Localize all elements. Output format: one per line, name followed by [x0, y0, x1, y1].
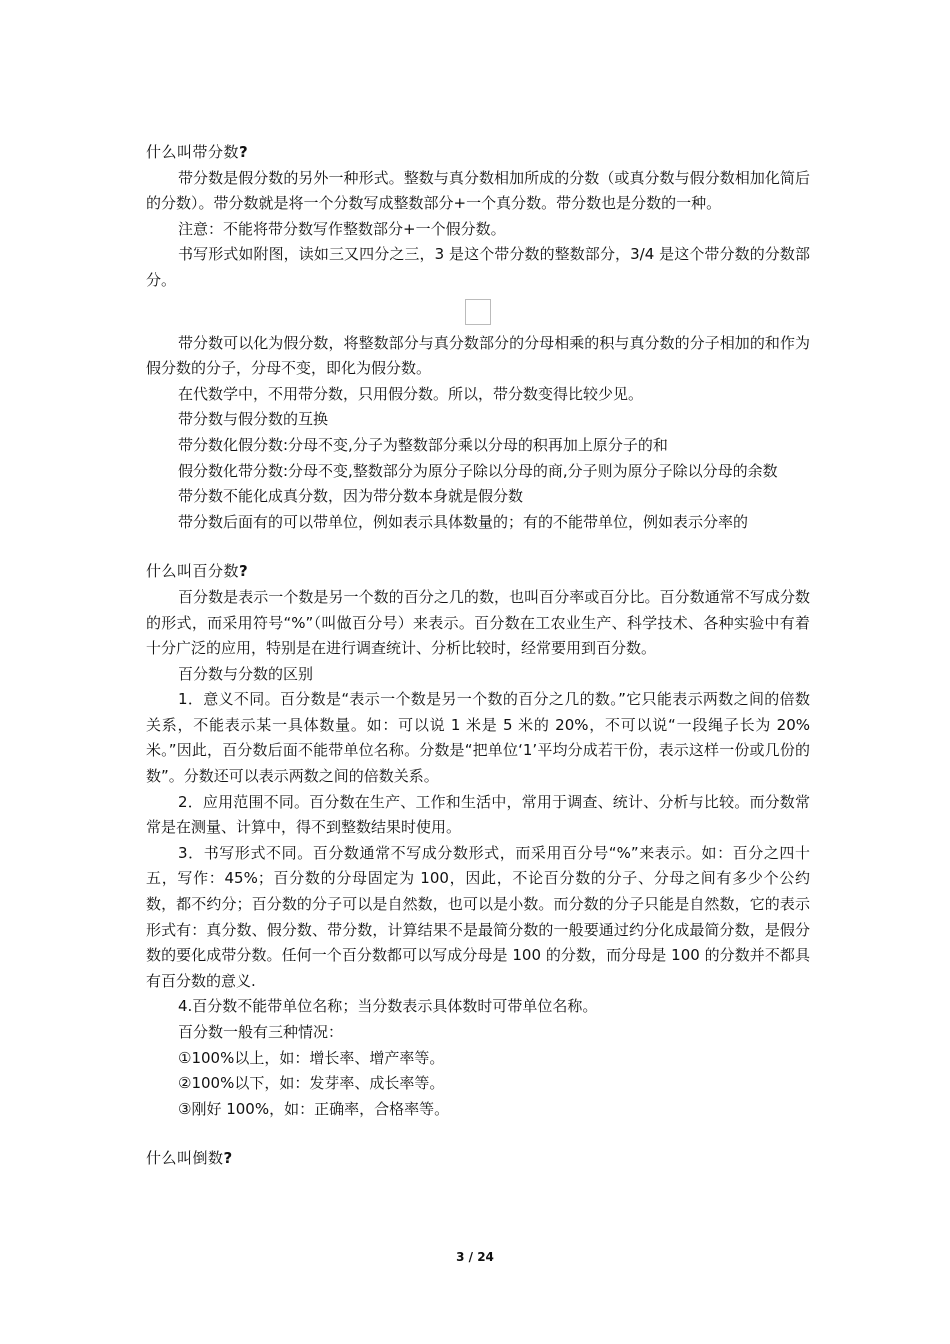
page-content: [146, 140, 810, 1172]
paragraph: 百分数一般有三种情况：: [178, 1023, 344, 1041]
section-gap: [146, 535, 810, 559]
section-heading-mixed-number: [146, 140, 810, 166]
section-gap: [146, 1122, 810, 1146]
paragraph: 带分数不能化成真分数，因为带分数本身就是假分数: [178, 487, 524, 506]
heading-question-mark: ?: [223, 1149, 233, 1168]
page-separator: /: [468, 1250, 474, 1264]
list-item: ③刚好 100%，如：正确率，合格率等。: [178, 1099, 450, 1118]
section-heading-percent: [146, 559, 810, 585]
paragraph: 带分数后面有的可以带单位，例如表示具体数量的；有的不能带单位，例如表示分率的: [178, 512, 749, 531]
heading-text: 什么叫倒数: [146, 1149, 224, 1168]
paragraph: 注意：不能将带分数写作整数部分+一个假分数。: [178, 219, 506, 238]
paragraph: 假分数化带分数:分母不变,整数部分为原分子除以分母的商,分子则为原分子除以分母的余数: [178, 461, 778, 480]
current-page-number: 3: [456, 1250, 465, 1264]
paragraph: 在代数学中，不用带分数，只用假分数。所以，带分数变得比较少见。: [178, 384, 644, 403]
heading-question-mark: ?: [239, 143, 249, 161]
paragraph: 带分数与假分数的互换: [178, 410, 329, 429]
total-pages: 24: [477, 1250, 494, 1264]
paragraph: 3．书写形式不同。百分数通常不写成分数形式，而采用百分号“%”来表示。如：百分之四十五，写作：45%；百分数的分母固定为 100，因此，不论百分数的分子、分母之间有多少个公约数，都不约分；百分数的分子可以是自然数，也可以是小数。而分数的分子只能是自然数，它的表示形式有：真分数、假分数、带分数，计算结果不是最简分数的一般要通过约分化成最简分数，是假分数的要化成带分数。任何一个百分数都可以写成分母是 100 的分数，而分母是 100 的分数并不都具有百分数的意义.: [146, 843, 810, 990]
paragraph: 1．意义不同。百分数是“表示一个数是另一个数的百分之几的数。”它只能表示两数之间的倍数关系，不能表示某一具体数量。如：可以说 1 米是 5 米的 20%，不可以说“一段绳子长为 20%米。”因此，百分数后面不能带单位名称。分数是“把单位‘1’平均分成若干份，表示这样一份或几份的数”。分数还可以表示两数之间的倍数关系。: [146, 690, 810, 786]
list-item: ①100%以上，如：增长率、增产率等。: [178, 1048, 445, 1067]
paragraph: 书写形式如附图，读如三又四分之三，3 是这个带分数的整数部分，3/4 是这个带分数的分数部分。: [146, 245, 810, 289]
list-item: ②100%以下，如：发芽率、成长率等。: [178, 1074, 445, 1093]
heading-question-mark: ?: [239, 562, 249, 581]
paragraph: 百分数与分数的区别: [178, 664, 314, 683]
paragraph: 带分数化假分数:分母不变,分子为整数部分乘以分母的积再加上原分子的和: [178, 435, 668, 454]
paragraph: 2．应用范围不同。百分数在生产、工作和生活中，常用于调查、统计、分析与比较。而分数常常是在测量、计算中，得不到整数结果时使用。: [146, 792, 810, 837]
section-heading-reciprocal: [146, 1146, 810, 1172]
paragraph: 带分数是假分数的另外一种形式。整数与真分数相加所成的分数（或真分数与假分数相加化简后的分数）。带分数就是将一个分数写成整数部分+一个真分数。带分数也是分数的一种。: [146, 168, 810, 213]
attached-figure-placeholder: [465, 299, 491, 325]
paragraph: 带分数可以化为假分数，将整数部分与真分数部分的分母相乘的积与真分数的分子相加的和作为假分数的分子，分母不变，即化为假分数。: [146, 333, 810, 378]
paragraph: 4.百分数不能带单位名称；当分数表示具体数时可带单位名称。: [178, 997, 598, 1016]
heading-text: 什么叫百分数: [146, 562, 240, 581]
paragraph: 百分数是表示一个数是另一个数的百分之几的数，也叫百分率或百分比。百分数通常不写成分数的形式，而采用符号“%”（叫做百分号）来表示。百分数在工农业生产、科学技术、各种实验中有着十分广泛的应用，特别是在进行调查统计、分析比较时，经常要用到百分数。: [146, 587, 810, 658]
heading-text: 什么叫带分数: [146, 143, 240, 161]
page-number-footer: [0, 1250, 950, 1264]
